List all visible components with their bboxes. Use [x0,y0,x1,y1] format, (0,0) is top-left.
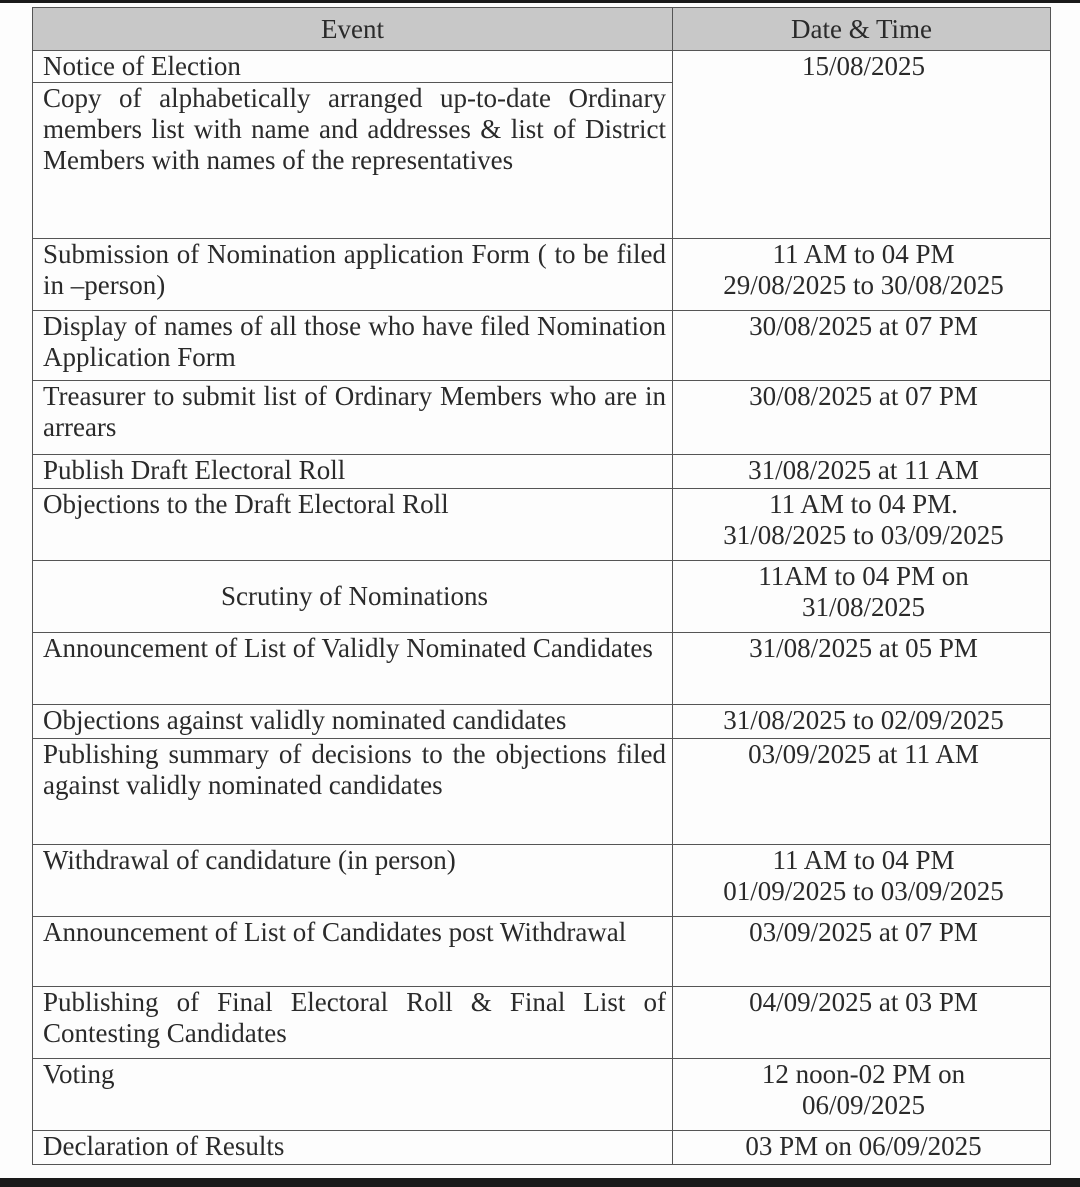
date-time-cell [673,381,1051,455]
event-cell: Submission of Nomination application Form ( to be filed in –person) [33,239,673,311]
election-schedule-table [32,7,1051,1165]
date-time-cell [673,239,1051,311]
date-time-line: 30/08/2025 at 07 PM [749,381,978,411]
table-row [33,1059,1051,1131]
table-row [33,239,1051,311]
event-cell: Objections to the Draft Electoral Roll [33,489,673,561]
date-time-cell [673,489,1051,561]
event-cell: Voting [33,1059,673,1131]
table-header-row [33,8,1051,51]
date-time-cell [673,917,1051,987]
date-time-line: 31/08/2025 at 11 AM [748,455,979,485]
table-row [33,311,1051,381]
date-time-cell [673,311,1051,381]
event-cell: Publish Draft Electoral Roll [33,455,673,489]
table-row [33,489,1051,561]
event-cell: Withdrawal of candidature (in person) [33,845,673,917]
date-time-line: 06/09/2025 [801,1090,925,1120]
event-cell: Publishing of Final Electoral Roll & Final List of Contesting Candidates [33,987,673,1059]
date-time-line: 29/08/2025 to 30/08/2025 [723,270,1004,300]
top-frame-bar [0,0,1080,3]
date-time-line: 03/09/2025 at 07 PM [749,917,978,947]
event-cell: Notice of Election [33,51,673,83]
date-time-line: 31/08/2025 at 05 PM [749,633,978,663]
date-time-cell [673,987,1051,1059]
date-time-line: 31/08/2025 [801,592,925,622]
date-time-line: 12 noon-02 PM on [761,1059,966,1089]
date-time-cell [673,633,1051,705]
date-time-line: 04/09/2025 at 03 PM [749,987,978,1017]
event-cell: Display of names of all those who have filed Nomination Application Form [33,311,673,381]
date-time-cell [673,51,1051,239]
date-time-cell [673,739,1051,845]
date-time-line: 11 AM to 04 PM. [769,489,958,519]
header-date-time: Date & Time [673,8,1051,51]
table-row [33,51,1051,83]
bottom-frame-bar [0,1178,1080,1187]
date-time-cell [673,455,1051,489]
event-cell: Publishing summary of decisions to the objections filed against validly nominated candidates [33,739,673,845]
event-cell: Announcement of List of Validly Nominated Candidates [33,633,673,705]
date-time-cell [673,1059,1051,1131]
date-time-line: 03/09/2025 at 11 AM [748,739,979,769]
table-row [33,1131,1051,1165]
table-row [33,987,1051,1059]
date-time-line: 11 AM to 04 PM [772,239,955,269]
date-time-cell [673,1131,1051,1165]
event-cell: Declaration of Results [33,1131,673,1165]
date-time-line: 31/08/2025 to 03/09/2025 [723,520,1004,550]
date-time-line: 01/09/2025 to 03/09/2025 [723,876,1004,906]
table-row [33,705,1051,739]
header-event: Event [33,8,673,51]
date-time-line: 03 PM on 06/09/2025 [745,1131,982,1161]
date-time-line: 15/08/2025 [801,51,925,81]
event-cell: Treasurer to submit list of Ordinary Members who are in arrears [33,381,673,455]
table-row [33,739,1051,845]
date-time-cell [673,845,1051,917]
date-time-line: 11 AM to 04 PM [772,845,955,875]
date-time-cell [673,561,1051,633]
table-row [33,917,1051,987]
date-time-line: 11AM to 04 PM on [758,561,969,591]
table-row [33,381,1051,455]
event-cell: Announcement of List of Candidates post Withdrawal [33,917,673,987]
event-cell: Copy of alphabetically arranged up-to-date Ordinary members list with name and addresses & list of District Members with names of the representatives [33,83,673,239]
table-row [33,633,1051,705]
table-row [33,845,1051,917]
table-row [33,455,1051,489]
event-cell: Scrutiny of Nominations [33,561,673,633]
date-time-cell [673,705,1051,739]
date-time-line: 30/08/2025 at 07 PM [749,311,978,341]
table-row [33,561,1051,633]
event-cell: Objections against validly nominated candidates [33,705,673,739]
date-time-line: 31/08/2025 to 02/09/2025 [723,705,1004,735]
